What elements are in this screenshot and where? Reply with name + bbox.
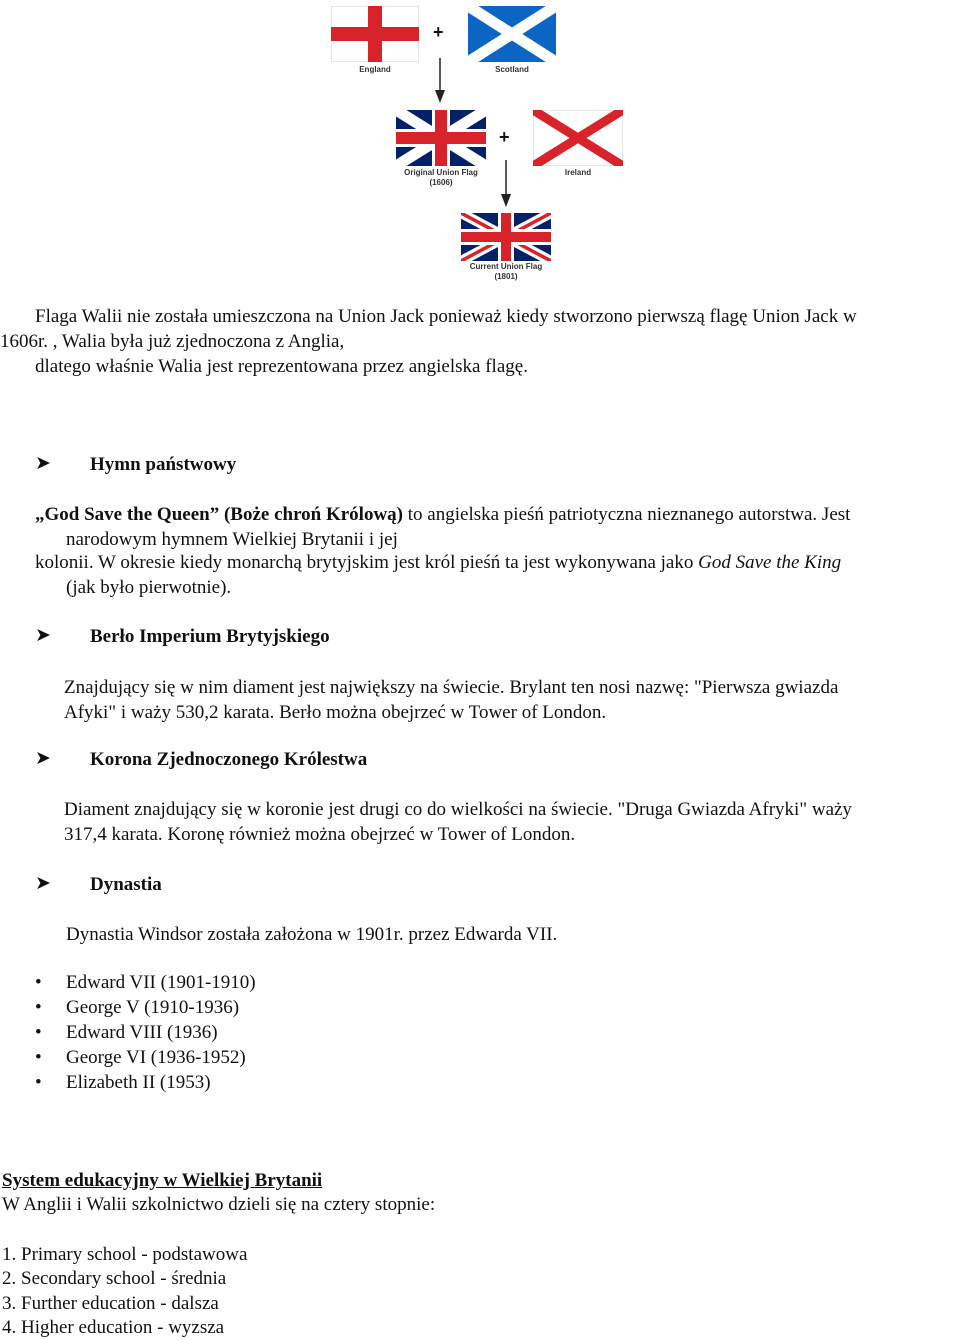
hymn-text: kolonii. W okresie kiedy monarchą brytyjskim jest król pieśń ta jest wykonywana jako (35, 552, 699, 573)
intro-line: dlatego właśnie Walia jest reprezentowana przez angielska flagę. (35, 356, 528, 377)
ireland-label: Ireland (564, 168, 592, 177)
arrowhead-bullet-icon: ➤ (35, 748, 51, 769)
down-arrow-icon (433, 58, 447, 104)
original-union-year: (1606) (429, 178, 453, 187)
dynasty-paragraph: Dynastia Windsor została założona w 1901r. przez Edwarda VII. (66, 924, 558, 945)
crown-paragraph-line: Diament znajdujący się w koronie jest drugi co do wielkości na świecie. "Druga Gwiazda Afryki" waży (64, 799, 852, 820)
list-item (35, 1045, 246, 1070)
section-heading: Berło Imperium Brytyjskiego (90, 626, 330, 647)
plus-sign: + (433, 22, 444, 42)
section-heading: Hymn państwowy (90, 454, 237, 475)
original-union-flag (396, 110, 486, 166)
crown-paragraph-line: 317,4 karata. Koronę również można obejrzeć w Tower of London. (64, 824, 576, 845)
list-item (35, 1070, 211, 1095)
list-item (35, 970, 256, 995)
bullet-icon: • (35, 972, 42, 993)
bullet-icon: • (35, 1072, 42, 1093)
england-label: England (359, 65, 391, 74)
section-heading: Korona Zjednoczonego Królestwa (90, 749, 368, 770)
hymn-paragraph-line (35, 502, 850, 527)
england-flag (331, 6, 419, 62)
list-item: 4. Higher education - wyzsza (2, 1317, 225, 1338)
list-item-label: George V (1910-1936) (66, 997, 240, 1018)
list-item (35, 995, 240, 1020)
current-union-label: Current Union Flag (469, 262, 543, 271)
hymn-paragraph-line (35, 550, 841, 575)
bullet-icon: • (35, 1022, 42, 1043)
scotland-label: Scotland (495, 65, 529, 74)
intro-line: Flaga Walii nie została umieszczona na Union Jack ponieważ kiedy stworzono pierwszą flagę Union Jack w (35, 306, 857, 327)
list-item-label: George VI (1936-1952) (66, 1047, 246, 1068)
list-item: 1. Primary school - podstawowa (2, 1244, 248, 1265)
education-heading: System edukacyjny w Wielkiej Brytanii (2, 1170, 323, 1191)
anthem-alt-title: God Save the King (698, 552, 842, 573)
current-union-year: (1801) (494, 272, 518, 281)
original-union-label: Original Union Flag (404, 168, 478, 177)
education-intro: W Anglii i Walii szkolnictwo dzieli się na cztery stopnie: (2, 1194, 436, 1215)
bullet-icon: • (35, 1047, 42, 1068)
anthem-title: „God Save the Queen” (Boże chroń Królową) (35, 504, 404, 525)
intro-line: 1606r. , Walia była już zjednoczona z Anglia, (0, 331, 345, 352)
arrowhead-bullet-icon: ➤ (35, 625, 51, 646)
down-arrow-icon (499, 160, 513, 208)
list-item-label: Elizabeth II (1953) (66, 1072, 211, 1093)
list-item: 2. Secondary school - średnia (2, 1268, 227, 1289)
ireland-flag (533, 110, 623, 166)
scotland-flag (468, 6, 556, 62)
hymn-paragraph-line: (jak było pierwotnie). (66, 577, 232, 598)
list-item (35, 1020, 218, 1045)
arrowhead-bullet-icon: ➤ (35, 453, 51, 474)
hymn-paragraph-line: narodowym hymnem Wielkiej Brytanii i jej (66, 529, 398, 550)
bullet-icon: • (35, 997, 42, 1018)
list-item: 3. Further education - dalsza (2, 1293, 219, 1314)
list-item-label: Edward VII (1901-1910) (66, 972, 256, 993)
sceptre-paragraph-line: Znajdujący się w nim diament jest największy na świecie. Brylant ten nosi nazwę: "Pierwsza gwiazda (64, 677, 839, 698)
section-heading: Dynastia (90, 874, 162, 895)
arrowhead-bullet-icon: ➤ (35, 873, 51, 894)
sceptre-paragraph-line: Afyki" i waży 530,2 karata. Berło można obejrzeć w Tower of London. (64, 702, 607, 723)
list-item-label: Edward VIII (1936) (66, 1022, 218, 1043)
plus-sign: + (499, 127, 510, 147)
current-union-flag (461, 213, 551, 261)
hymn-text: to angielska pieśń patriotyczna nieznanego autorstwa. Jest (403, 504, 851, 525)
